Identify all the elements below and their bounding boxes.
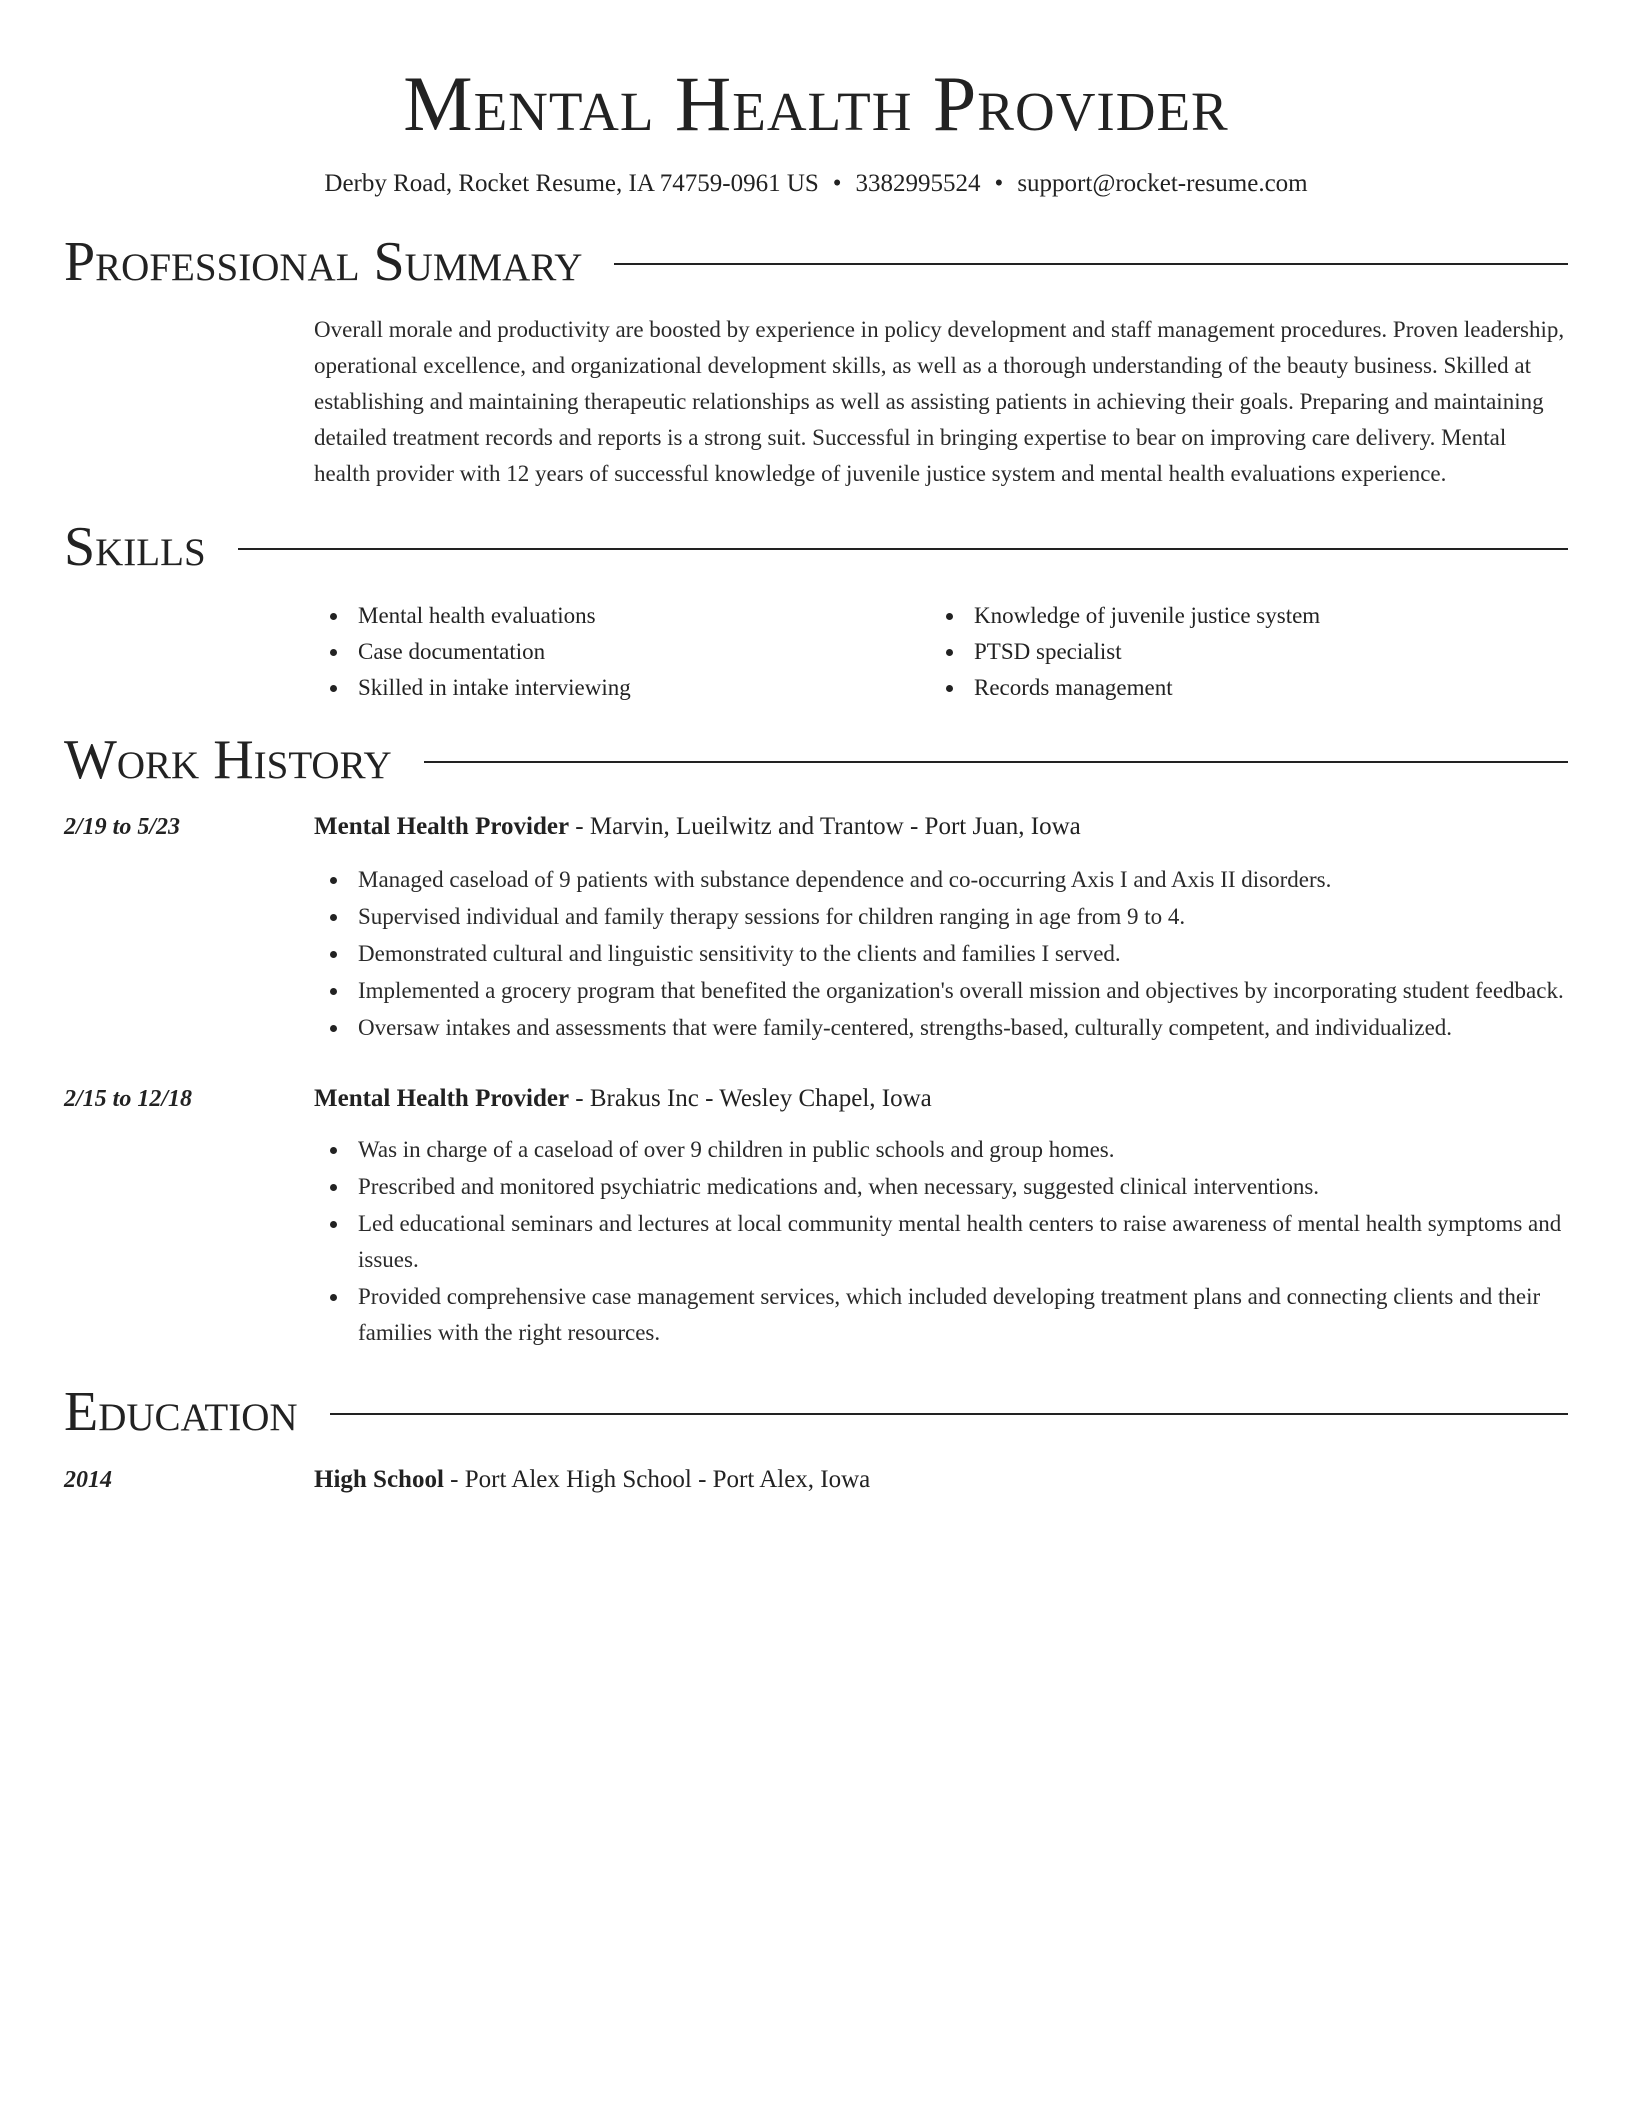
job-bullet: Was in charge of a caseload of over 9 children in public schools and group homes. [314,1132,1568,1168]
job-dates: 2/15 to 12/18 [64,1086,193,1112]
work-section-header [64,730,1568,790]
job-bullet: Implemented a grocery program that benefited the organization's overall mission and objectives by incorporating student feedback. [314,973,1568,1009]
skills-heading: Skills [64,516,206,578]
education-line [314,1462,1568,1498]
skills-column-right [930,598,1546,706]
job-bullet: Demonstrated cultural and linguistic sensitivity to the clients and families I served. [314,936,1568,972]
job-bullets [314,1132,1568,1351]
summary-text: Overall morale and productivity are boosted by experience in policy development and staff management procedures. Proven leadership, operational excellence, and organizational development skills, as well as a thorough understanding of the beauty business. Skilled at establishing and maintaining therapeutic relationships as well as assisting patients in achieving their goals. Preparing and maintaining detailed treatment records and reports is a strong suit. Successful in bringing expertise to bear on improving care delivery. Mental health provider with 12 years of successful knowledge of juvenile justice system and mental health evaluations experience. [314,317,1565,486]
job-bullet: Supervised individual and family therapy sessions for children ranging in age from 9 to 4. [314,899,1568,935]
skill-item: Records management [930,670,1546,706]
contact-address: Derby Road, Rocket Resume, IA 74759-0961 US [324,170,819,197]
job-entry [64,1081,1568,1352]
summary-heading: Professional Summary [64,231,583,293]
job-content [314,1081,1568,1352]
education-content [314,1462,1568,1498]
job-title-line [314,809,1568,845]
education-school: - Port Alex High School - Port Alex, Iowa [443,1466,871,1493]
job-content [314,809,1568,1047]
section-divider [330,1413,1568,1415]
work-heading: Work History [64,729,392,791]
skills-section-header [64,517,1568,577]
contact-email: support@rocket-resume.com [1017,170,1308,197]
contact-phone: 3382995524 [855,170,981,197]
contact-separator: • [994,170,1004,197]
job-bullet: Oversaw intakes and assessments that were family-centered, strengths-based, culturally competent, and individualized. [314,1010,1568,1046]
skills-column-left [314,598,930,706]
section-divider [614,263,1568,265]
education-entry [64,1462,1568,1498]
job-title-line [314,1081,1568,1117]
job-title: Mental Health Provider [314,1085,570,1112]
skill-item: Mental health evaluations [314,598,930,634]
job-bullets [314,862,1568,1046]
job-employer: - Marvin, Lueilwitz and Trantow - Port Juan, Iowa [569,813,1081,840]
job-bullet: Managed caseload of 9 patients with substance dependence and co-occurring Axis I and Axis II disorders. [314,862,1568,898]
education-heading: Education [64,1381,298,1443]
job-bullet: Prescribed and monitored psychiatric medications and, when necessary, suggested clinical interventions. [314,1169,1568,1205]
job-employer: - Brakus Inc - Wesley Chapel, Iowa [569,1085,932,1112]
skill-item: Knowledge of juvenile justice system [930,598,1546,634]
section-divider [238,548,1568,550]
skill-item: Skilled in intake interviewing [314,670,930,706]
skills-list [314,598,1568,706]
summary-section-header [64,232,1568,292]
job-dates: 2/19 to 5/23 [64,814,181,840]
resume-name: Mental Health Provider [403,60,1229,147]
education-section-header [64,1382,1568,1442]
job-title: Mental Health Provider [314,813,570,840]
skill-item: Case documentation [314,634,930,670]
contact-line [64,168,1568,200]
contact-separator: • [832,170,842,197]
job-bullet: Led educational seminars and lectures at local community mental health centers to raise awareness of mental health symptoms and issues. [314,1206,1568,1278]
job-bullet: Provided comprehensive case management services, which included developing treatment plans and connecting clients and their families with the right resources. [314,1279,1568,1351]
education-degree: High School [314,1466,444,1493]
skill-item: PTSD specialist [930,634,1546,670]
job-entry [64,809,1568,1047]
education-year: 2014 [64,1467,112,1493]
section-divider [424,761,1568,763]
